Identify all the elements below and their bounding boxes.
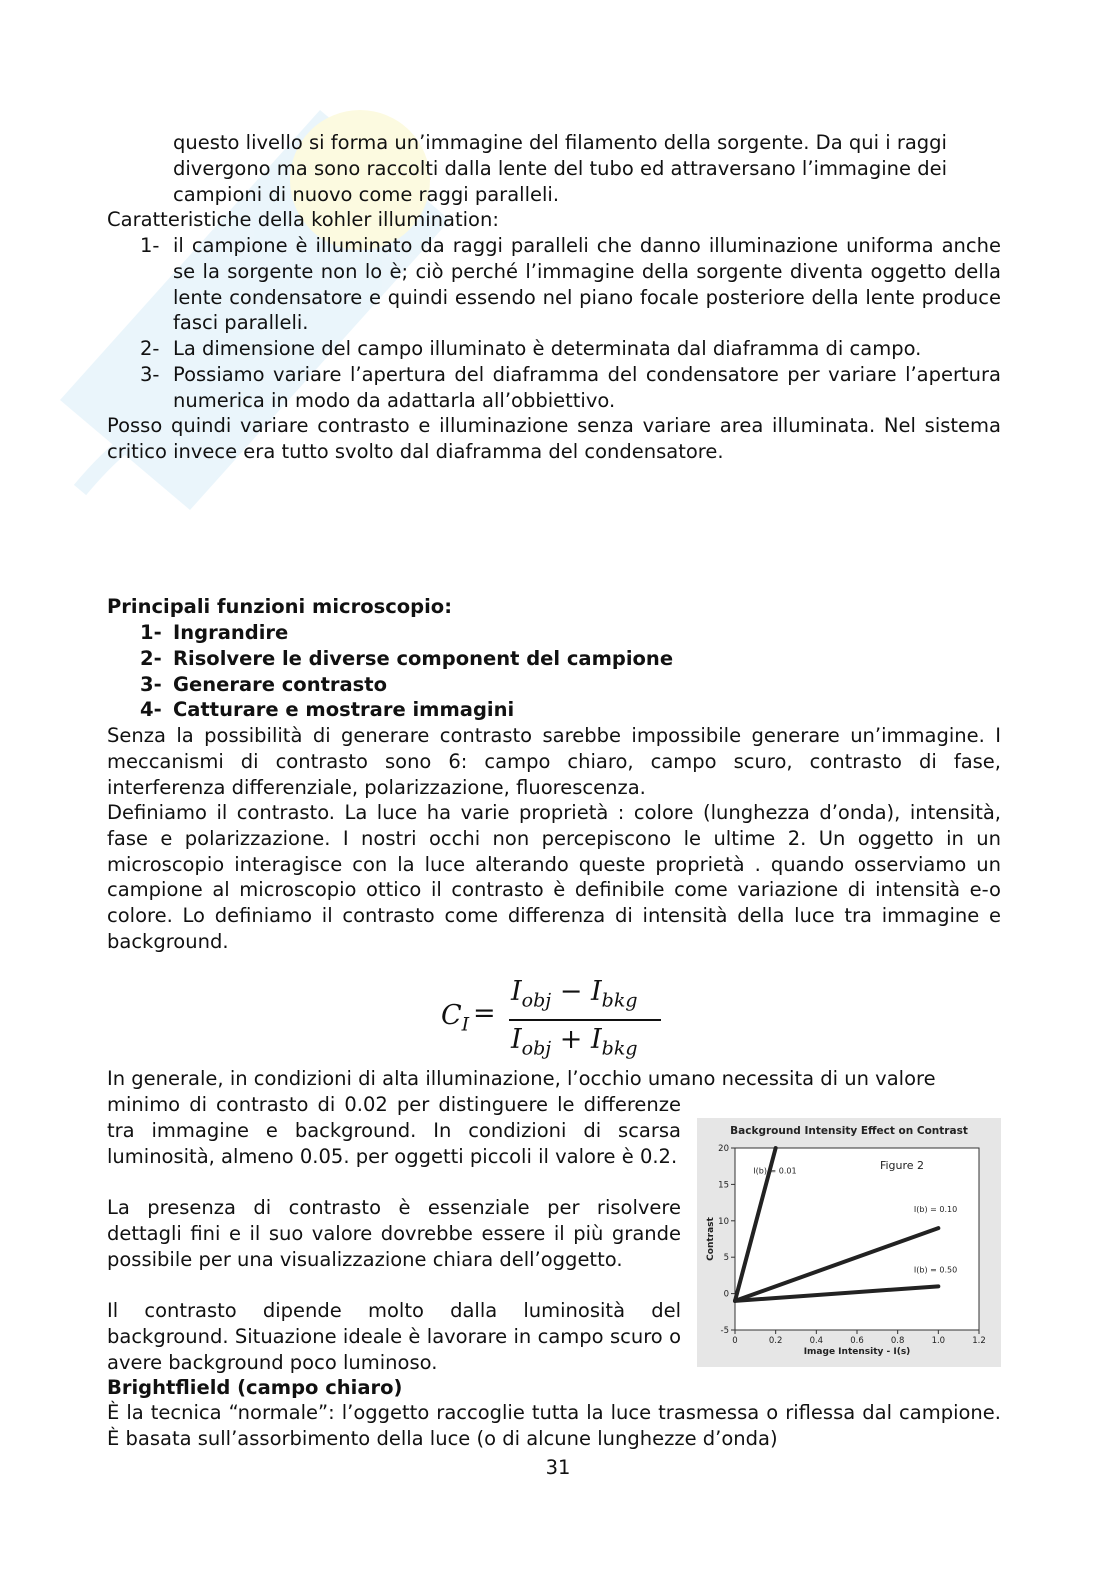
list-text: il campione è illuminato da raggi paralleli che danno illuminazione uniforma anche se la sorgente non lo è; ciò perché l’immagine della sorgente diventa oggetto della lente condensatore e quindi essendo nel piano focale posteriore della lente produce fasci paralleli.	[173, 234, 1001, 335]
intro-text	[173, 130, 1001, 207]
brightfield-paragraph: È la tecnica “normale”: l’oggetto raccoglie tutta la luce trasmessa o riflessa dal campione. È basata sull’assorbimento della luce (o di alcune lunghezze d’onda)	[107, 1401, 1001, 1450]
x-tick-label: 1.0	[931, 1336, 946, 1346]
list-number: 3-	[140, 362, 160, 386]
list-text: Possiamo variare l’apertura del diaframma del condensatore per variare l’apertura numerica in modo da adattarla all’obbiettivo.	[173, 362, 1001, 412]
functions-heading: Principali funzioni microscopio:	[107, 595, 453, 618]
list-number: 2-	[140, 337, 160, 361]
functions-list	[140, 620, 1001, 723]
list-text: Risolvere le diverse component del campione	[173, 646, 674, 670]
y-tick-label: -5	[720, 1326, 729, 1336]
list-number: 2-	[140, 646, 162, 670]
contrast-formula	[435, 972, 675, 1064]
page-number: 31	[545, 1456, 571, 1479]
brightfield-heading: Brightflield (campo chiaro)	[107, 1376, 403, 1399]
intro-line: campioni di nuovo come raggi paralleli.	[173, 182, 560, 206]
fraction-bar	[509, 1019, 661, 1021]
list-text: La dimensione del campo illuminato è determinata dal diaframma di campo.	[173, 337, 922, 361]
y-tick-label: 0	[723, 1289, 729, 1300]
list-item	[140, 233, 1001, 336]
list-text: Generare contrasto	[173, 672, 388, 696]
y-tick-label: 15	[718, 1180, 729, 1191]
list-number: 1-	[140, 621, 162, 644]
list-number: 4-	[140, 698, 162, 722]
y-tick-label: 10	[718, 1216, 729, 1227]
list-item	[140, 362, 1001, 414]
chart-svg	[697, 1118, 1001, 1367]
intro-line: questo livello si forma un’immagine del filamento della sorgente. Da qui i raggi	[173, 131, 947, 154]
list-number: 1-	[140, 234, 160, 257]
list-item	[140, 697, 1001, 723]
y-tick-label: 20	[718, 1144, 729, 1154]
intro-line: divergono ma sono raccolti dalla lente del tubo ed attraversano l’immagine dei	[173, 156, 948, 180]
list-number: 3-	[140, 672, 162, 696]
chart-title: Background Intensity Effect on Contrast	[730, 1125, 968, 1137]
formula-numerator: $I_{obj} - I_{bkg}$	[511, 976, 638, 1012]
formula-denominator: $I_{obj} + I_{bkg}$	[511, 1024, 638, 1060]
x-tick-label: 0.4	[809, 1336, 824, 1346]
contrast-importance-paragraph: La presenza di contrasto è essenziale per risolvere dettagli fini e il suo valore dovrebbe essere il più grande possibile per una visualizzazione chiara dell’oggetto.	[107, 1196, 681, 1271]
kohler-heading: Caratteristiche della kohler illumination:	[107, 208, 499, 231]
x-tick-label: 0.8	[890, 1336, 905, 1346]
list-item	[140, 336, 1001, 362]
list-item	[140, 646, 1001, 672]
x-tick-label: 1.2	[972, 1336, 986, 1346]
formula-lhs: $C_I$	[441, 1000, 470, 1036]
contrast-definition-paragraph: Definiamo il contrasto. La luce ha varie proprietà : colore (lunghezza d’onda), intensità, fase e polarizzazione. I nostri occhi non percepiscono le ultime 2. Un oggetto in un microscopio interagisce con la luce alterando queste proprietà . quando osserviamo un campione al microscopio ottico il contrasto è definibile come variazione di intensità e-o colore. Lo definiamo il contrasto come differenza di intensità della luce tra immagine e background.	[107, 801, 1001, 953]
contrast-chart	[697, 1118, 1001, 1367]
x-tick-label: 0.6	[850, 1336, 864, 1346]
list-text: Catturare e mostrare immagini	[173, 698, 515, 722]
x-tick-label: 0	[732, 1336, 738, 1346]
threshold-paragraph: minimo di contrasto di 0.02 per distinguere le differenze tra immagine e background. In condizioni di scarsa luminosità, almeno 0.05. per oggetti piccoli il valore è 0.2.	[107, 1093, 681, 1168]
y-axis-label: Contrast	[706, 1217, 716, 1261]
series-label: I(b) = 0.10	[913, 1205, 958, 1215]
background-paragraph: Il contrasto dipende molto dalla luminosità del background. Situazione ideale è lavorare in campo scuro o avere background poco luminoso.	[107, 1299, 681, 1374]
list-item	[140, 672, 1001, 698]
x-tick-label: 0.2	[768, 1336, 783, 1346]
series-label: I(b) = 0.01	[753, 1166, 797, 1176]
kohler-list	[140, 233, 1001, 414]
list-text: Ingrandire	[173, 621, 289, 644]
chart-annotation: Figure 2	[879, 1159, 925, 1172]
y-tick-label: 5	[723, 1253, 729, 1264]
contrast-mechanisms-paragraph: Senza la possibilità di generare contrasto sarebbe impossibile generare un’immagine. I meccanismi di contrasto sono 6: campo chiaro, campo scuro, contrasto di fase, interferenza differenziale, polarizzazione, fluorescenza.	[107, 724, 1001, 799]
kohler-conclusion: Posso quindi variare contrasto e illuminazione senza variare area illuminata. Nel sistema critico invece era tutto svolto dal diaframma del condensatore.	[107, 414, 1001, 463]
list-item	[140, 620, 1001, 646]
threshold-line: In generale, in condizioni di alta illuminazione, l’occhio umano necessita di un valore	[107, 1067, 936, 1090]
x-axis-label: Image Intensity - I(s)	[803, 1347, 911, 1357]
series-label: I(b) = 0.50	[913, 1265, 958, 1275]
formula-equals: =	[473, 998, 496, 1029]
